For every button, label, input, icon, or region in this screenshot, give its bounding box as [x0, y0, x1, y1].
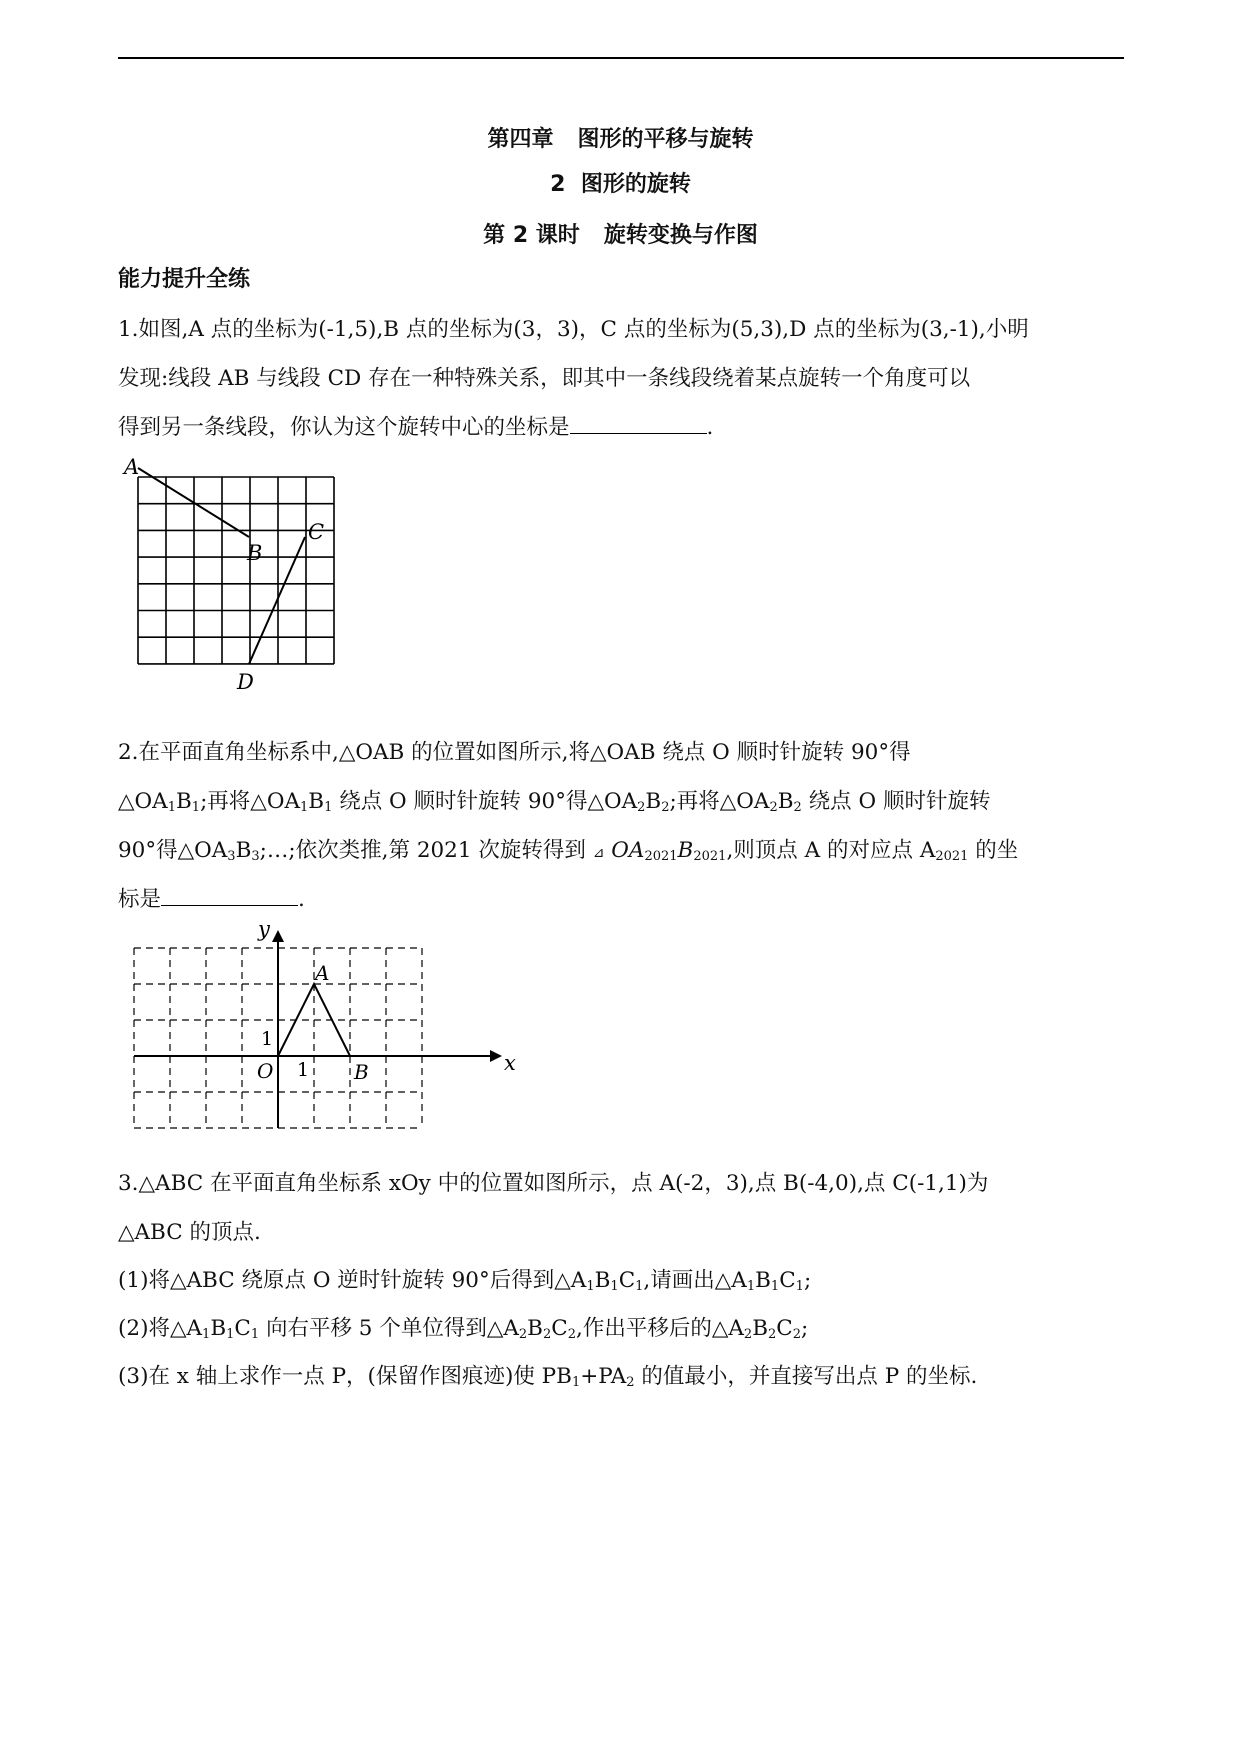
label-one-x: 1: [297, 1059, 310, 1081]
section-title: 2 图形的旋转: [550, 172, 691, 197]
q1-grid: [138, 477, 334, 664]
q2-line-4: 标是 .: [118, 887, 305, 912]
q3-part-1: (1)将△ABC 绕原点 O 逆时针旋转 90°后得到$\triangle A_1B_1C_1$,请画出$\triangle A_1B_1C_1$;: [118, 1268, 812, 1294]
q2-line-2: $\triangle OA_1B_1$;再将$\triangle OA_1B_1$ 绕点 O 顺时针旋转 90°得$\triangle OA_2B_2$;再将$\triangle OA_2B_2$ 绕点 O 顺时针旋转: [118, 789, 991, 815]
q1-line-1: 1.如图,A 点的坐标为(-1,5),B 点的坐标为(3，3)，C 点的坐标为(5,3),D 点的坐标为(3,-1),小明: [118, 317, 1029, 342]
lesson-title: 第 2 课时 旋转变换与作图: [483, 223, 758, 248]
label-b: B: [247, 541, 263, 565]
exercise-heading: 能力提升全练: [118, 267, 251, 292]
x-axis-arrow: [490, 1050, 502, 1062]
q2-line-3: 90°得$\triangle OA_3B_3;\dots$;依次类推,第 2021 次旋转得到 ⊿ $OA_{2021}B_{2021}$,则顶点 A 的对应点 $A_{2021}$ 的坐: [118, 838, 1019, 864]
label-d: D: [237, 670, 254, 694]
q1-answer-blank[interactable]: [570, 415, 707, 434]
q3-part-3: (3)在 x 轴上求作一点 P，(保留作图痕迹)使 $PB_1+PA_2$ 的值最小，并直接写出点 P 的坐标.: [118, 1364, 978, 1390]
y-axis-arrow: [272, 930, 284, 942]
label-a: A: [124, 455, 140, 479]
q3-part-2: (2)将$\triangle A_1B_1C_1$ 向右平移 5 个单位得到$\triangle A_2B_2C_2$,作出平移后的$\triangle A_2B_2C_2$;: [118, 1316, 809, 1342]
q2-line-1: 2.在平面直角坐标系中,△OAB 的位置如图所示,将△OAB 绕点 O 顺时针旋转 90°得: [118, 740, 911, 765]
q1-line-3: 得到另一条线段，你认为这个旋转中心的坐标是 .: [118, 415, 714, 440]
top-rule: [118, 57, 1124, 59]
q1-line-2: 发现:线段 AB 与线段 CD 存在一种特殊关系，即其中一条线段绕着某点旋转一个角度可以: [118, 366, 971, 391]
label-one-y: 1: [261, 1028, 274, 1050]
label-x: x: [504, 1051, 516, 1075]
label-c: C: [308, 520, 325, 544]
q2-coordinate-figure: [118, 917, 518, 1140]
label-o: O: [257, 1059, 274, 1083]
q3-line-2: △ABC 的顶点.: [118, 1220, 261, 1245]
q3-line-1: 3.△ABC 在平面直角坐标系 xOy 中的位置如图所示，点 A(-2，3),点 B(-4,0),点 C(-1,1)为: [118, 1171, 989, 1196]
label-a: A: [315, 961, 330, 985]
q1-grid-figure: [118, 455, 325, 695]
label-b: B: [354, 1060, 369, 1084]
chapter-title: 第四章 图形的平移与旋转: [487, 127, 754, 152]
q2-axes: [134, 930, 502, 1128]
label-y: y: [258, 917, 270, 941]
q2-answer-blank[interactable]: [161, 887, 298, 906]
